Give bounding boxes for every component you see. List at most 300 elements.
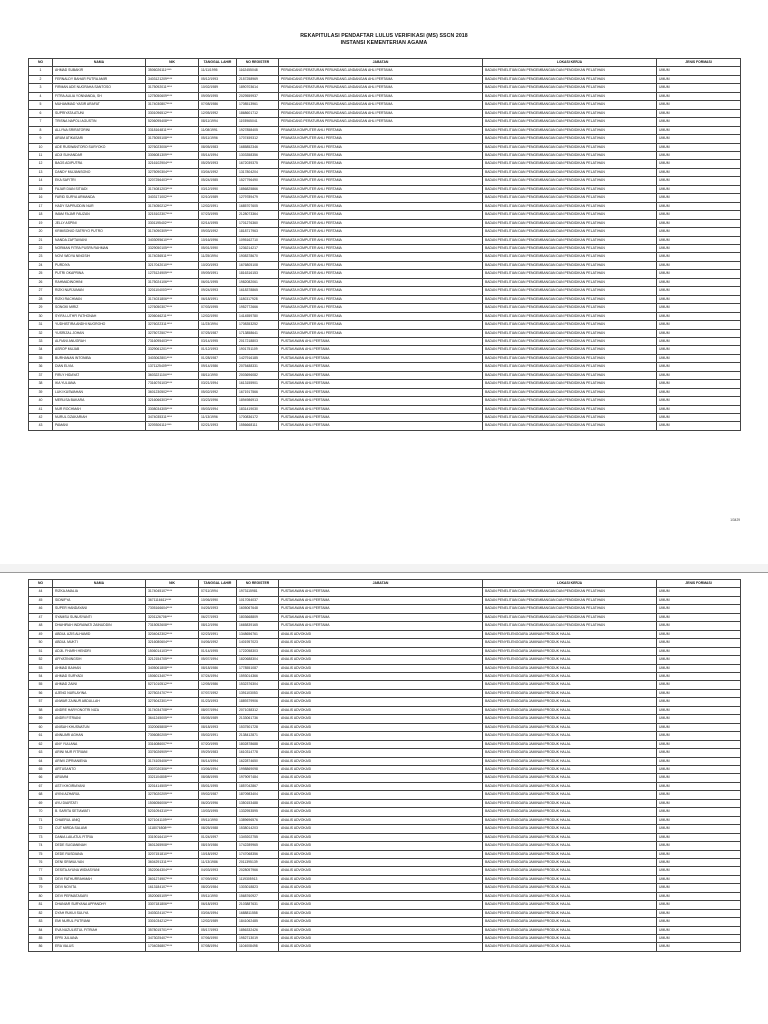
cell-nik: 3216066303**** bbox=[146, 397, 199, 405]
table-row bbox=[29, 596, 741, 604]
cell-nama: RIZKA AMALIA bbox=[53, 588, 146, 596]
cell-nama: MERLISA BAKARA bbox=[53, 397, 146, 405]
cell-jenis-formasi: UMUM bbox=[657, 151, 741, 159]
cell-no-register: 1708513961 bbox=[237, 101, 279, 109]
cell-nik: 3301034212**** bbox=[146, 918, 199, 926]
table-row bbox=[29, 177, 741, 185]
cell-no-register: 1193965041 bbox=[237, 118, 279, 126]
cell-jabatan: ANALIS ADVOKASI bbox=[279, 732, 483, 740]
table-row bbox=[29, 312, 741, 320]
table-row bbox=[29, 723, 741, 731]
cell-no-register: 2017218803 bbox=[237, 337, 279, 345]
cell-no: 84 bbox=[29, 926, 53, 934]
cell-lokasi-kerja: BADAN PENELITIAN DAN PENGEMBANGAN DAN PENDIDIKAN PELATIHAN bbox=[483, 354, 657, 362]
cell-tanggal-lahir: 05/02/1991 bbox=[199, 732, 237, 740]
cell-tanggal-lahir: 04/26/1993 bbox=[199, 605, 237, 613]
cell-no-register: 1622874650 bbox=[237, 757, 279, 765]
table-row bbox=[29, 909, 741, 917]
cell-no-register: 2133061736 bbox=[237, 715, 279, 723]
cell-nama: FIRLY HIDAYAT bbox=[53, 371, 146, 379]
header-no-register: NO REGISTER bbox=[237, 580, 279, 588]
cell-lokasi-kerja: BADAN PENELITIAN DAN PENGEMBANGAN DAN PENDIDIKAN PELATIHAN bbox=[483, 194, 657, 202]
cell-no: 50 bbox=[29, 639, 53, 647]
header-jabatan: JABATAN bbox=[279, 59, 483, 67]
cell-tanggal-lahir: 05/24/1985 bbox=[199, 177, 237, 185]
cell-nik: 5201094310**** bbox=[146, 808, 199, 816]
cell-no: 46 bbox=[29, 605, 53, 613]
cell-nama: FAJAR DIAN SITIADI bbox=[53, 185, 146, 193]
cell-jabatan: PUSTAKAWAN AHLI PERTAMA bbox=[279, 422, 483, 430]
cell-lokasi-kerja: BADAN PENELITIAN DAN PENGEMBANGAN DAN PENDIDIKAN PELATIHAN bbox=[483, 295, 657, 303]
cell-nik: 3275024707**** bbox=[146, 689, 199, 697]
table-row bbox=[29, 84, 741, 92]
cell-nama: RIZKI RACHMAN bbox=[53, 295, 146, 303]
cell-jenis-formasi: UMUM bbox=[657, 414, 741, 422]
cell-nik: 3321104808**** bbox=[146, 774, 199, 782]
cell-no-register: 1802878688 bbox=[237, 740, 279, 748]
header-lokasi-kerja: LOKASI KERJA bbox=[483, 580, 657, 588]
cell-nama: EVA NUZULISTUL FITRIAH bbox=[53, 926, 146, 934]
cell-no-register: 1818717963 bbox=[237, 228, 279, 236]
cell-lokasi-kerja: BADAN PENELITIAN DAN PENGEMBANGAN DAN PENDIDIKAN PELATIHAN bbox=[483, 278, 657, 286]
table-row bbox=[29, 656, 741, 664]
cell-jabatan: PRANATA KOMPUTER AHLI PERTAMA bbox=[279, 312, 483, 320]
cell-lokasi-kerja: BADAN PENELITIAN DAN PENGEMBANGAN DAN PENDIDIKAN PELATIHAN bbox=[483, 363, 657, 371]
cell-tanggal-lahir: 07/09/1992 bbox=[199, 875, 237, 883]
cell-jenis-formasi: UMUM bbox=[657, 380, 741, 388]
cell-no-register: 1952772666 bbox=[237, 304, 279, 312]
cell-nama: FERNALDY BAHAR PUTRA AMIR bbox=[53, 75, 146, 83]
cell-no-register: 1332953595 bbox=[237, 808, 279, 816]
cell-tanggal-lahir: 01/24/1997 bbox=[199, 833, 237, 841]
cell-nik: 3506026111**** bbox=[146, 67, 199, 75]
cell-no: 86 bbox=[29, 943, 53, 951]
cell-lokasi-kerja: BADAN PENELITIAN DAN PENGEMBANGAN DAN PENDIDIKAN PELATIHAN bbox=[483, 228, 657, 236]
cell-tanggal-lahir: 07/23/1995 bbox=[199, 211, 237, 219]
cell-tanggal-lahir: 08/18/1986 bbox=[199, 664, 237, 672]
cell-no-register: 1979097484 bbox=[237, 774, 279, 782]
cell-lokasi-kerja: BADAN PENELITIAN DAN PENGEMBANGAN DAN PENDIDIKAN PELATIHAN bbox=[483, 321, 657, 329]
cell-jenis-formasi: UMUM bbox=[657, 126, 741, 134]
cell-lokasi-kerja: BADAN PENYELENGGARA JAMINAN PRODUK HALAL bbox=[483, 816, 657, 824]
cell-tanggal-lahir: 08/20/1984 bbox=[199, 884, 237, 892]
cell-jenis-formasi: UMUM bbox=[657, 329, 741, 337]
cell-lokasi-kerja: BADAN PENYELENGGARA JAMINAN PRODUK HALAL bbox=[483, 656, 657, 664]
cell-nik: 3306081309**** bbox=[146, 151, 199, 159]
cell-tanggal-lahir: 09/09/1991 bbox=[199, 270, 237, 278]
cell-jabatan: PERANCANG PERATURAN PERUNDANG-UNDANGAN AHLI PERTAMA bbox=[279, 75, 483, 83]
table-row bbox=[29, 639, 741, 647]
cell-jabatan: PRANATA KOMPUTER AHLI PERTAMA bbox=[279, 253, 483, 261]
header-no: NO bbox=[29, 580, 53, 588]
cell-jenis-formasi: UMUM bbox=[657, 715, 741, 723]
cell-jabatan: PRANATA KOMPUTER AHLI PERTAMA bbox=[279, 194, 483, 202]
cell-jabatan: ANALIS ADVOKASI bbox=[279, 706, 483, 714]
cell-no: 7 bbox=[29, 118, 53, 126]
cell-jenis-formasi: UMUM bbox=[657, 842, 741, 850]
cell-jabatan: ANALIS ADVOKASI bbox=[279, 816, 483, 824]
cell-no-register: 1894986913 bbox=[237, 397, 279, 405]
cell-tanggal-lahir: 05/12/1993 bbox=[199, 75, 237, 83]
cell-jenis-formasi: UMUM bbox=[657, 118, 741, 126]
cell-nama: DANIA LAILATUL FITRIA bbox=[53, 833, 146, 841]
cell-jenis-formasi: UMUM bbox=[657, 354, 741, 362]
cell-jabatan: ANALIS ADVOKASI bbox=[279, 740, 483, 748]
cell-no: 85 bbox=[29, 935, 53, 943]
cell-nama: PURDIYA bbox=[53, 261, 146, 269]
cell-tanggal-lahir: 02/21/1993 bbox=[199, 422, 237, 430]
cell-nama: SIDNIFYA bbox=[53, 596, 146, 604]
table-row bbox=[29, 337, 741, 345]
cell-jabatan: PUSTAKAWAN AHLI PERTAMA bbox=[279, 388, 483, 396]
cell-lokasi-kerja: BADAN PENYELENGGARA JAMINAN PRODUK HALAL bbox=[483, 723, 657, 731]
cell-nik: 3307181806**** bbox=[146, 901, 199, 909]
cell-jenis-formasi: UMUM bbox=[657, 782, 741, 790]
cell-jenis-formasi: UMUM bbox=[657, 168, 741, 176]
cell-no: 69 bbox=[29, 799, 53, 807]
table-row bbox=[29, 588, 741, 596]
header-tanggal-lahir: TANGGAL LAHIR bbox=[199, 580, 237, 588]
table-row bbox=[29, 850, 741, 858]
table-row bbox=[29, 698, 741, 706]
cell-jenis-formasi: UMUM bbox=[657, 613, 741, 621]
cell-lokasi-kerja: BADAN PENELITIAN DAN PENGEMBANGAN DAN PENDIDIKAN PELATIHAN bbox=[483, 405, 657, 413]
cell-tanggal-lahir: 11/13/1996 bbox=[199, 414, 237, 422]
table-row bbox=[29, 101, 741, 109]
cell-jenis-formasi: UMUM bbox=[657, 656, 741, 664]
cell-nik: 3209306111**** bbox=[146, 422, 199, 430]
cell-jabatan: ANALIS ADVOKASI bbox=[279, 639, 483, 647]
cell-nama: HADY SAPRUDDIN NUR bbox=[53, 202, 146, 210]
cell-jabatan: ANALIS ADVOKASI bbox=[279, 681, 483, 689]
table-row bbox=[29, 244, 741, 252]
cell-nama: ADE RUSWANTORO SURYOKO bbox=[53, 143, 146, 151]
cell-jabatan: ANALIS ADVOKASI bbox=[279, 799, 483, 807]
cell-nama: ABDUL AZIS ALHAMID bbox=[53, 630, 146, 638]
cell-nik: 3403095610**** bbox=[146, 236, 199, 244]
table-row bbox=[29, 825, 741, 833]
cell-nik: 3319016410**** bbox=[146, 833, 199, 841]
cell-tanggal-lahir: 03/23/1996 bbox=[199, 397, 237, 405]
cell-no: 8 bbox=[29, 126, 53, 134]
cell-no-register: 1973115981 bbox=[237, 588, 279, 596]
cell-no: 11 bbox=[29, 151, 53, 159]
cell-lokasi-kerja: BADAN PENYELENGGARA JAMINAN PRODUK HALAL bbox=[483, 706, 657, 714]
cell-nama: RIZKI NURJUMAN bbox=[53, 287, 146, 295]
cell-nama: AYINI AZHARUL bbox=[53, 791, 146, 799]
cell-jabatan: PUSTAKAWAN AHLI PERTAMA bbox=[279, 346, 483, 354]
cell-no: 67 bbox=[29, 782, 53, 790]
table-row bbox=[29, 816, 741, 824]
cell-no: 78 bbox=[29, 875, 53, 883]
cell-jenis-formasi: UMUM bbox=[657, 808, 741, 816]
cell-jabatan: PUSTAKAWAN AHLI PERTAMA bbox=[279, 605, 483, 613]
cell-nama: PUTRI OKAPRINA bbox=[53, 270, 146, 278]
table-row bbox=[29, 715, 741, 723]
table-row bbox=[29, 681, 741, 689]
cell-jabatan: PUSTAKAWAN AHLI PERTAMA bbox=[279, 613, 483, 621]
cell-jenis-formasi: UMUM bbox=[657, 926, 741, 934]
cell-jabatan: PRANATA KOMPUTER AHLI PERTAMA bbox=[279, 321, 483, 329]
table-row bbox=[29, 833, 741, 841]
cell-lokasi-kerja: BADAN PENELITIAN DAN PENGEMBANGAN DAN PENDIDIKAN PELATIHAN bbox=[483, 92, 657, 100]
cell-lokasi-kerja: BADAN PENYELENGGARA JAMINAN PRODUK HALAL bbox=[483, 833, 657, 841]
cell-jenis-formasi: UMUM bbox=[657, 388, 741, 396]
cell-jenis-formasi: UMUM bbox=[657, 92, 741, 100]
cell-jenis-formasi: UMUM bbox=[657, 312, 741, 320]
cell-jenis-formasi: UMUM bbox=[657, 723, 741, 731]
cell-no-register: 1317804204 bbox=[237, 168, 279, 176]
cell-no-register: 1816316153 bbox=[237, 270, 279, 278]
cell-lokasi-kerja: BADAN PENYELENGGARA JAMINAN PRODUK HALAL bbox=[483, 672, 657, 680]
cell-jabatan: ANALIS ADVOKASI bbox=[279, 901, 483, 909]
cell-nik: 3316086007**** bbox=[146, 740, 199, 748]
cell-jenis-formasi: UMUM bbox=[657, 278, 741, 286]
table-row bbox=[29, 92, 741, 100]
cell-lokasi-kerja: BADAN PENYELENGGARA JAMINAN PRODUK HALAL bbox=[483, 639, 657, 647]
cell-no: 83 bbox=[29, 918, 53, 926]
cell-jabatan: ANALIS ADVOKASI bbox=[279, 842, 483, 850]
cell-no-register: 1613155901 bbox=[237, 380, 279, 388]
cell-jabatan: ANALIS ADVOKASI bbox=[279, 749, 483, 757]
cell-lokasi-kerja: BADAN PENELITIAN DAN PENGEMBANGAN DAN PENDIDIKAN PELATIHAN bbox=[483, 622, 657, 630]
cell-jenis-formasi: UMUM bbox=[657, 892, 741, 900]
cell-lokasi-kerja: BADAN PENYELENGGARA JAMINAN PRODUK HALAL bbox=[483, 850, 657, 858]
cell-nik: 3276023006**** bbox=[146, 143, 199, 151]
cell-no: 23 bbox=[29, 253, 53, 261]
table-row bbox=[29, 858, 741, 866]
table-row bbox=[29, 892, 741, 900]
cell-lokasi-kerja: BADAN PENYELENGGARA JAMINAN PRODUK HALAL bbox=[483, 808, 657, 816]
cell-jenis-formasi: UMUM bbox=[657, 816, 741, 824]
cell-jabatan: PRANATA KOMPUTER AHLI PERTAMA bbox=[279, 143, 483, 151]
cell-nama: AHMAD ZAINI bbox=[53, 681, 146, 689]
cell-jabatan: PRANATA KOMPUTER AHLI PERTAMA bbox=[279, 278, 483, 286]
cell-jabatan: ANALIS ADVOKASI bbox=[279, 935, 483, 943]
table-row bbox=[29, 867, 741, 875]
cell-tanggal-lahir: 07/08/1994 bbox=[199, 943, 237, 951]
cell-nik: 3217042010**** bbox=[146, 261, 199, 269]
header-jenis-formasi: JENIS FORMASI bbox=[657, 59, 741, 67]
cell-tanggal-lahir: 07/25/1987 bbox=[199, 329, 237, 337]
cell-no-register: 2071038312 bbox=[237, 706, 279, 714]
cell-lokasi-kerja: BADAN PENYELENGGARA JAMINAN PRODUK HALAL bbox=[483, 689, 657, 697]
cell-nama: BURHANAN INTONIBA bbox=[53, 354, 146, 362]
cell-nama: AHMAD SURYADI bbox=[53, 672, 146, 680]
cell-no-register: 2011395139 bbox=[237, 858, 279, 866]
cell-lokasi-kerja: BADAN PENELITIAN DAN PENGEMBANGAN DAN PENDIDIKAN PELATIHAN bbox=[483, 151, 657, 159]
cell-lokasi-kerja: BADAN PENELITIAN DAN PENGEMBANGAN DAN PENDIDIKAN PELATIHAN bbox=[483, 605, 657, 613]
cell-no-register: 2075488331 bbox=[237, 363, 279, 371]
cell-no: 51 bbox=[29, 647, 53, 655]
document-page-2 bbox=[0, 572, 768, 1024]
cell-no-register: 1095162710 bbox=[237, 236, 279, 244]
cell-no: 76 bbox=[29, 858, 53, 866]
cell-nama: ANWAR ZAINUR ABDULLAH bbox=[53, 698, 146, 706]
cell-no: 19 bbox=[29, 219, 53, 227]
cell-lokasi-kerja: BADAN PENYELENGGARA JAMINAN PRODUK HALAL bbox=[483, 732, 657, 740]
cell-no-register: 1671917566 bbox=[237, 388, 279, 396]
cell-tanggal-lahir: 08/07/1994 bbox=[199, 706, 237, 714]
cell-jenis-formasi: UMUM bbox=[657, 774, 741, 782]
cell-no: 52 bbox=[29, 656, 53, 664]
table-row bbox=[29, 791, 741, 799]
cell-jenis-formasi: UMUM bbox=[657, 867, 741, 875]
cell-jabatan: ANALIS ADVOKASI bbox=[279, 884, 483, 892]
cell-tanggal-lahir: 09/24/1993 bbox=[199, 287, 237, 295]
cell-no: 39 bbox=[29, 388, 53, 396]
cell-nik: 3201126706**** bbox=[146, 613, 199, 621]
cell-no-register: 1303358356 bbox=[237, 151, 279, 159]
cell-tanggal-lahir: 09/11/1990 bbox=[199, 816, 237, 824]
cell-no: 70 bbox=[29, 808, 53, 816]
cell-nama: BAGS ADIPUTRA bbox=[53, 160, 146, 168]
cell-nik: 3405061808**** bbox=[146, 664, 199, 672]
cell-no-register: 1568760927 bbox=[237, 892, 279, 900]
cell-jabatan: PUSTAKAWAN AHLI PERTAMA bbox=[279, 337, 483, 345]
cell-nama: SUPRIYATA ATUNI bbox=[53, 109, 146, 117]
cell-jenis-formasi: UMUM bbox=[657, 253, 741, 261]
cell-nik: 1704036807**** bbox=[146, 943, 199, 951]
table-row bbox=[29, 363, 741, 371]
cell-tanggal-lahir: 07/11/1994 bbox=[199, 588, 237, 596]
cell-no: 22 bbox=[29, 244, 53, 252]
cell-no: 32 bbox=[29, 329, 53, 337]
cell-no-register: 1870983404 bbox=[237, 791, 279, 799]
cell-tanggal-lahir: 07/03/1995 bbox=[199, 304, 237, 312]
cell-nik: 3276042301**** bbox=[146, 698, 199, 706]
cell-no: 79 bbox=[29, 884, 53, 892]
cell-jenis-formasi: UMUM bbox=[657, 287, 741, 295]
cell-lokasi-kerja: BADAN PENELITIAN DAN PENGEMBANGAN DAN PENDIDIKAN PELATIHAN bbox=[483, 67, 657, 75]
cell-nama: SONGKI MIRIZ bbox=[53, 304, 146, 312]
cell-nama: ARUM ATIKASARI bbox=[53, 135, 146, 143]
table-row bbox=[29, 194, 741, 202]
cell-no: 24 bbox=[29, 261, 53, 269]
cell-nama: ARIWI ZIPRIANIENA bbox=[53, 757, 146, 765]
cell-no: 16 bbox=[29, 194, 53, 202]
cell-no: 6 bbox=[29, 109, 53, 117]
cell-no: 28 bbox=[29, 295, 53, 303]
cell-jabatan: ANALIS ADVOKASI bbox=[279, 715, 483, 723]
cell-nik: 1118076508**** bbox=[146, 825, 199, 833]
results-table-page-2 bbox=[28, 579, 741, 952]
table-row bbox=[29, 380, 741, 388]
cell-nama: NURUL DZAKARIAH bbox=[53, 414, 146, 422]
cell-nik: 3175092011**** bbox=[146, 84, 199, 92]
cell-jabatan: ANALIS ADVOKASI bbox=[279, 782, 483, 790]
cell-lokasi-kerja: BADAN PENELITIAN DAN PENGEMBANGAN DAN PENDIDIKAN PELATIHAN bbox=[483, 202, 657, 210]
cell-nama: IKA YULIANA bbox=[53, 380, 146, 388]
table-row bbox=[29, 918, 741, 926]
table-row bbox=[29, 371, 741, 379]
cell-nik: 3174030807**** bbox=[146, 101, 199, 109]
cell-no: 26 bbox=[29, 278, 53, 286]
cell-lokasi-kerja: BADAN PENYELENGGARA JAMINAN PRODUK HALAL bbox=[483, 909, 657, 917]
table-row bbox=[29, 202, 741, 210]
cell-nik: 3578015701**** bbox=[146, 926, 199, 934]
cell-no: 15 bbox=[29, 185, 53, 193]
cell-lokasi-kerja: BADAN PENELITIAN DAN PENGEMBANGAN DAN PENDIDIKAN PELATIHAN bbox=[483, 211, 657, 219]
cell-nama: ARINI NUR FITRIANI bbox=[53, 749, 146, 757]
cell-nik: 3520065109**** bbox=[146, 892, 199, 900]
table-row bbox=[29, 884, 741, 892]
cell-nik: 3403121209**** bbox=[146, 75, 199, 83]
cell-nik: 7305166604**** bbox=[146, 605, 199, 613]
cell-nama: FITRA AULIA YONNANDA, SH bbox=[53, 92, 146, 100]
cell-no-register: 1778551087 bbox=[237, 664, 279, 672]
table-row bbox=[29, 143, 741, 151]
cell-no-register: 1676805108 bbox=[237, 261, 279, 269]
cell-nama: ARTUSANTO bbox=[53, 765, 146, 773]
cell-nik: 3601265908**** bbox=[146, 842, 199, 850]
cell-nik: 5271010512**** bbox=[146, 681, 199, 689]
table-row bbox=[29, 757, 741, 765]
document-title: REKAPITULASI PENDAFTAR LULUS VERIFIKASI (MS) SSCN 2018 bbox=[300, 33, 468, 39]
cell-tanggal-lahir: 06/20/1996 bbox=[199, 799, 237, 807]
cell-nama: AHMAD SUBAKIR bbox=[53, 67, 146, 75]
cell-no-register: 1700836172 bbox=[237, 414, 279, 422]
cell-tanggal-lahir: 02/10/1989 bbox=[199, 194, 237, 202]
cell-nama: DANDY MUJIANSONO bbox=[53, 168, 146, 176]
cell-no: 4 bbox=[29, 92, 53, 100]
header-no: NO bbox=[29, 59, 53, 67]
cell-lokasi-kerja: BADAN PENELITIAN DAN PENGEMBANGAN DAN PENDIDIKAN PELATIHAN bbox=[483, 253, 657, 261]
cell-tanggal-lahir: 03/04/1992 bbox=[199, 168, 237, 176]
table-row bbox=[29, 67, 741, 75]
header-jenis-formasi: JENIS FORMASI bbox=[657, 580, 741, 588]
cell-tanggal-lahir: 03/21/1994 bbox=[199, 380, 237, 388]
cell-tanggal-lahir: 01/28/1987 bbox=[199, 354, 237, 362]
cell-jabatan: PRANATA KOMPUTER AHLI PERTAMA bbox=[279, 202, 483, 210]
cell-tanggal-lahir: 07/06/1990 bbox=[199, 935, 237, 943]
cell-nama: ALFIANI ANUGRAH bbox=[53, 337, 146, 345]
cell-lokasi-kerja: BADAN PENYELENGGARA JAMINAN PRODUK HALAL bbox=[483, 749, 657, 757]
cell-tanggal-lahir: 05/14/1994 bbox=[199, 151, 237, 159]
cell-nik: 3204042302**** bbox=[146, 630, 199, 638]
cell-no-register: 1857042867 bbox=[237, 782, 279, 790]
cell-nama: TRISNA NAPOLI AGUSTIN bbox=[53, 118, 146, 126]
table-row bbox=[29, 253, 741, 261]
cell-no: 75 bbox=[29, 850, 53, 858]
cell-tanggal-lahir: 07/08/1986 bbox=[199, 101, 237, 109]
cell-nik: 3318164811**** bbox=[146, 126, 199, 134]
cell-no-register: 1713858641 bbox=[237, 329, 279, 337]
cell-tanggal-lahir: 08/11/1990 bbox=[199, 371, 237, 379]
cell-tanggal-lahir: 10/03/1995 bbox=[199, 808, 237, 816]
cell-lokasi-kerja: BADAN PENELITIAN DAN PENGEMBANGAN DAN PENDIDIKAN PELATIHAN bbox=[483, 270, 657, 278]
cell-no-register: 1742289965 bbox=[237, 842, 279, 850]
cell-tanggal-lahir: 05/01/1995 bbox=[199, 782, 237, 790]
cell-no-register: 1685852346 bbox=[237, 143, 279, 151]
table-row bbox=[29, 689, 741, 697]
cell-nama: DEVI PERMATASARI bbox=[53, 892, 146, 900]
cell-nama: NUR ROCHMAH bbox=[53, 405, 146, 413]
cell-no: 21 bbox=[29, 236, 53, 244]
cell-lokasi-kerja: BADAN PENELITIAN DAN PENGEMBANGAN DAN PENDIDIKAN PELATIHAN bbox=[483, 346, 657, 354]
table-row bbox=[29, 126, 741, 134]
cell-lokasi-kerja: BADAN PENYELENGGARA JAMINAN PRODUK HALAL bbox=[483, 782, 657, 790]
table-row bbox=[29, 605, 741, 613]
cell-no-register: 1104008498 bbox=[237, 943, 279, 951]
cell-nik: 3174036511**** bbox=[146, 253, 199, 261]
cell-jenis-formasi: UMUM bbox=[657, 689, 741, 697]
cell-no-register: 1532376304 bbox=[237, 681, 279, 689]
cell-tanggal-lahir: 03/12/1990 bbox=[199, 185, 237, 193]
header-nik: NIK bbox=[146, 580, 199, 588]
cell-jabatan: PERANCANG PERATURAN PERUNDANG-UNDANGAN AHLI PERTAMA bbox=[279, 118, 483, 126]
cell-lokasi-kerja: BADAN PENELITIAN DAN PENGEMBANGAN DAN PENDIDIKAN PELATIHAN bbox=[483, 312, 657, 320]
